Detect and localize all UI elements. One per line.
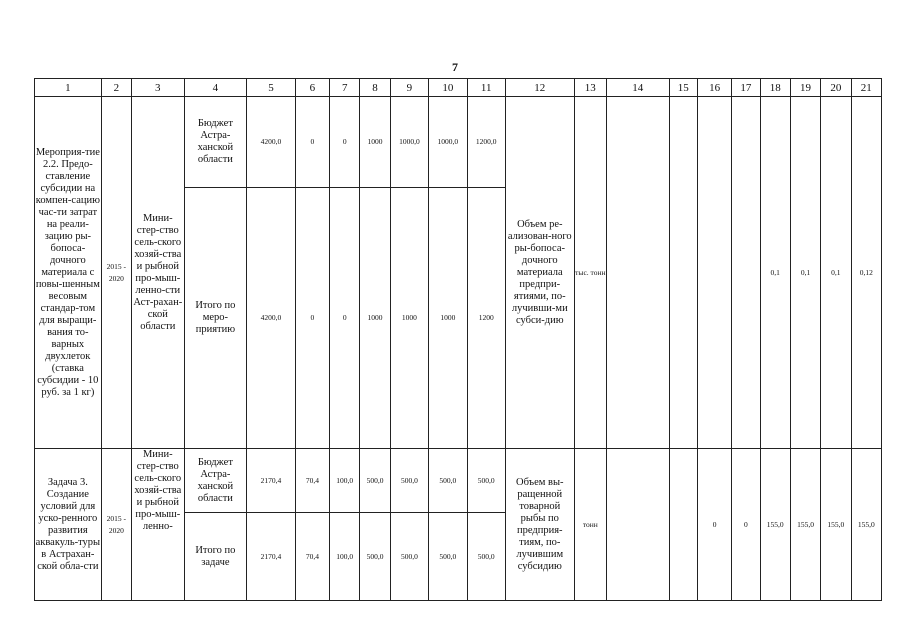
header-cell: 18 [760,79,790,97]
measure-description: Мероприя-тие 2.2. Предо-ставление субсидии на компен-сацию час-ти затрат на реали-зацию ры-бопоса-дочного материала с повы-шенным весовым стандар-том для выращи-вания то-варных двухлеток (ставка субсидии - 10 руб. за 1 кг) [35,97,102,449]
target-cell: 155,0 [760,449,790,601]
indicator-cell: Объем вы-ращенной товарной рыбы по предприя-тиям, по-лучившим субсидию [505,449,574,601]
target-cell [732,97,760,449]
funding-source: Итого по меро-приятию [184,188,247,449]
target-cell: 0,1 [760,97,790,449]
value-cell: 500,0 [429,513,467,601]
value-cell: 1000 [360,188,390,449]
header-cell: 20 [821,79,851,97]
header-cell: 21 [851,79,881,97]
value-cell: 0 [295,97,329,188]
header-row [35,79,882,97]
funding-source: Бюджет Астра-ханской области [184,449,247,513]
value-cell: 500,0 [467,513,505,601]
page-number: 7 [452,60,458,74]
unit-cell: тыс. тонн [574,97,606,449]
value-cell: 1000 [360,97,390,188]
unit-cell: тонн [574,449,606,601]
header-cell: 3 [132,79,185,97]
value-cell: 4200,0 [247,97,296,188]
header-cell: 5 [247,79,296,97]
header-cell: 13 [574,79,606,97]
value-cell: 1000 [390,188,428,449]
target-cell: 0,1 [790,97,820,449]
header-cell: 9 [390,79,428,97]
header-cell: 15 [669,79,697,97]
header-cell: 17 [732,79,760,97]
header-cell: 10 [429,79,467,97]
target-cell [606,97,669,449]
header-cell: 12 [505,79,574,97]
header-cell: 16 [697,79,731,97]
value-cell: 1000,0 [429,97,467,188]
target-cell: 0 [732,449,760,601]
target-cell [606,449,669,601]
header-cell: 8 [360,79,390,97]
header-cell: 6 [295,79,329,97]
ministry-cell: Мини-стер-ство сель-ского хозяй-ства и рыбной про-мыш-ленно- [132,449,185,601]
value-cell: 500,0 [429,449,467,513]
value-cell: 1200 [467,188,505,449]
funding-source: Бюджет Астра-ханской области [184,97,247,188]
value-cell: 1000 [429,188,467,449]
target-cell: 155,0 [790,449,820,601]
value-cell: 70,4 [295,449,329,513]
value-cell: 500,0 [390,449,428,513]
target-cell: 155,0 [851,449,881,601]
value-cell: 100,0 [330,513,360,601]
target-cell [669,449,697,601]
value-cell: 70,4 [295,513,329,601]
program-table [34,78,882,601]
target-cell: 155,0 [821,449,851,601]
value-cell: 100,0 [330,449,360,513]
period-cell: 2015 - 2020 [101,97,131,449]
target-cell: 0,12 [851,97,881,449]
value-cell: 1200,0 [467,97,505,188]
value-cell: 1000,0 [390,97,428,188]
value-cell: 500,0 [360,449,390,513]
table-row [35,97,882,188]
value-cell: 2170,4 [247,449,296,513]
target-cell [697,97,731,449]
value-cell: 500,0 [467,449,505,513]
value-cell: 500,0 [390,513,428,601]
ministry-cell: Мини-стер-ство сель-ского хозяй-ства и рыбной про-мыш-ленно-сти Аст-рахан-ской области [132,97,185,449]
header-cell: 7 [330,79,360,97]
value-cell: 0 [295,188,329,449]
indicator-cell: Объем ре-ализован-ного ры-бопоса-дочного материала предпри-ятиями, по-лучивши-ми субси-дию [505,97,574,449]
header-cell: 11 [467,79,505,97]
value-cell: 500,0 [360,513,390,601]
target-cell: 0 [697,449,731,601]
value-cell: 4200,0 [247,188,296,449]
measure-description: Задача 3. Создание условий для уско-ренного развития аквакуль-туры в Астрахан-ской обла-сти [35,449,102,601]
header-cell: 4 [184,79,247,97]
header-cell: 1 [35,79,102,97]
value-cell: 0 [330,97,360,188]
value-cell: 2170,4 [247,513,296,601]
header-cell: 2 [101,79,131,97]
value-cell: 0 [330,188,360,449]
header-cell: 14 [606,79,669,97]
target-cell: 0,1 [821,97,851,449]
header-cell: 19 [790,79,820,97]
funding-source: Итого по задаче [184,513,247,601]
target-cell [669,97,697,449]
table-row [35,449,882,513]
period-cell: 2015 - 2020 [101,449,131,601]
